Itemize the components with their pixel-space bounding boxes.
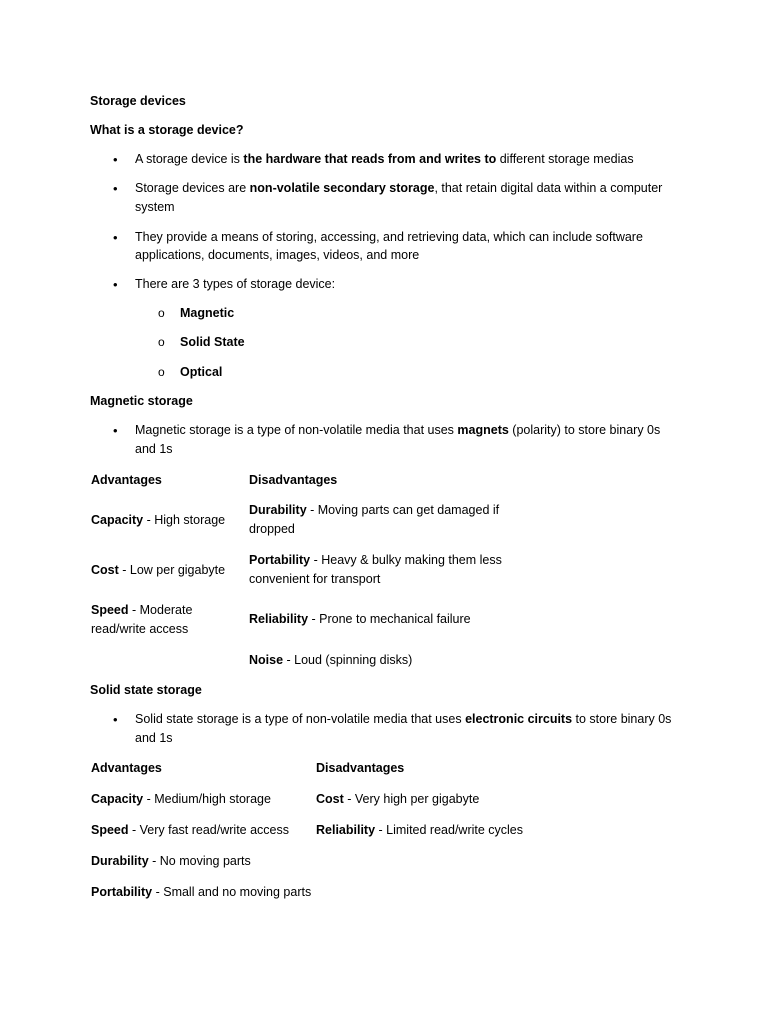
magnetic-adv-speed-line2: read/write access — [91, 622, 189, 636]
magnetic-adv-cost: Cost - Low per gigabyte — [91, 563, 226, 577]
sub-bullet-marker: o — [158, 306, 165, 320]
bullet-marker: • — [113, 277, 118, 292]
magnetic-dis-portability-line2: convenient for transport — [249, 572, 381, 586]
solid-state-description-line2: and 1s — [135, 731, 173, 745]
solid-adv-speed: Speed - Very fast read/write access — [91, 823, 289, 837]
magnetic-dis-reliability: Reliability - Prone to mechanical failure — [249, 612, 471, 626]
magnetic-adv-capacity: Capacity - High storage — [91, 513, 226, 527]
bullet-types: There are 3 types of storage device: — [135, 277, 336, 291]
sub-bullet-marker: o — [158, 335, 165, 349]
magnetic-advantages-header: Advantages — [91, 473, 162, 487]
solid-state-description: Solid state storage is a type of non-volatile media that uses electronic circuits to store binary 0s — [135, 712, 672, 726]
type-optical: Optical — [180, 365, 223, 379]
magnetic-description-line2: and 1s — [135, 442, 173, 456]
solid-adv-durability: Durability - No moving parts — [91, 854, 251, 868]
bullet-means-line2: applications, documents, images, videos, and more — [135, 248, 420, 262]
solid-adv-portability: Portability - Small and no moving parts — [91, 885, 312, 899]
magnetic-dis-durability-line2: dropped — [249, 522, 295, 536]
bullet-marker: • — [113, 152, 118, 167]
bullet-marker: • — [113, 712, 118, 727]
solid-state-heading: Solid state storage — [90, 683, 202, 697]
bullet-nonvolatile-line2: system — [135, 200, 175, 214]
magnetic-adv-speed: Speed - Moderate — [91, 603, 193, 617]
bullet-means: They provide a means of storing, accessing, and retrieving data, which can include software — [135, 230, 643, 244]
sub-bullet-marker: o — [158, 365, 165, 379]
solid-dis-cost: Cost - Very high per gigabyte — [316, 792, 480, 806]
solid-advantages-header: Advantages — [91, 761, 162, 775]
bullet-marker: • — [113, 423, 118, 438]
bullet-marker: • — [113, 230, 118, 245]
solid-adv-capacity: Capacity - Medium/high storage — [91, 792, 271, 806]
question-heading: What is a storage device? — [90, 123, 244, 137]
type-solid-state: Solid State — [180, 335, 245, 349]
magnetic-dis-durability: Durability - Moving parts can get damaged if — [249, 503, 500, 517]
magnetic-dis-noise: Noise - Loud (spinning disks) — [249, 653, 413, 667]
bullet-nonvolatile: Storage devices are non-volatile secondary storage, that retain digital data within a computer — [135, 181, 663, 195]
solid-disadvantages-header: Disadvantages — [316, 761, 405, 775]
magnetic-disadvantages-header: Disadvantages — [249, 473, 338, 487]
magnetic-dis-portability: Portability - Heavy & bulky making them less — [249, 553, 502, 567]
magnetic-description: Magnetic storage is a type of non-volatile media that uses magnets (polarity) to store binary 0s — [135, 423, 661, 437]
type-magnetic: Magnetic — [180, 306, 235, 320]
document-title: Storage devices — [90, 94, 186, 108]
magnetic-heading: Magnetic storage — [90, 394, 193, 408]
bullet-definition: A storage device is the hardware that reads from and writes to different storage medias — [135, 152, 634, 166]
bullet-marker: • — [113, 181, 118, 196]
solid-dis-reliability: Reliability - Limited read/write cycles — [316, 823, 524, 837]
